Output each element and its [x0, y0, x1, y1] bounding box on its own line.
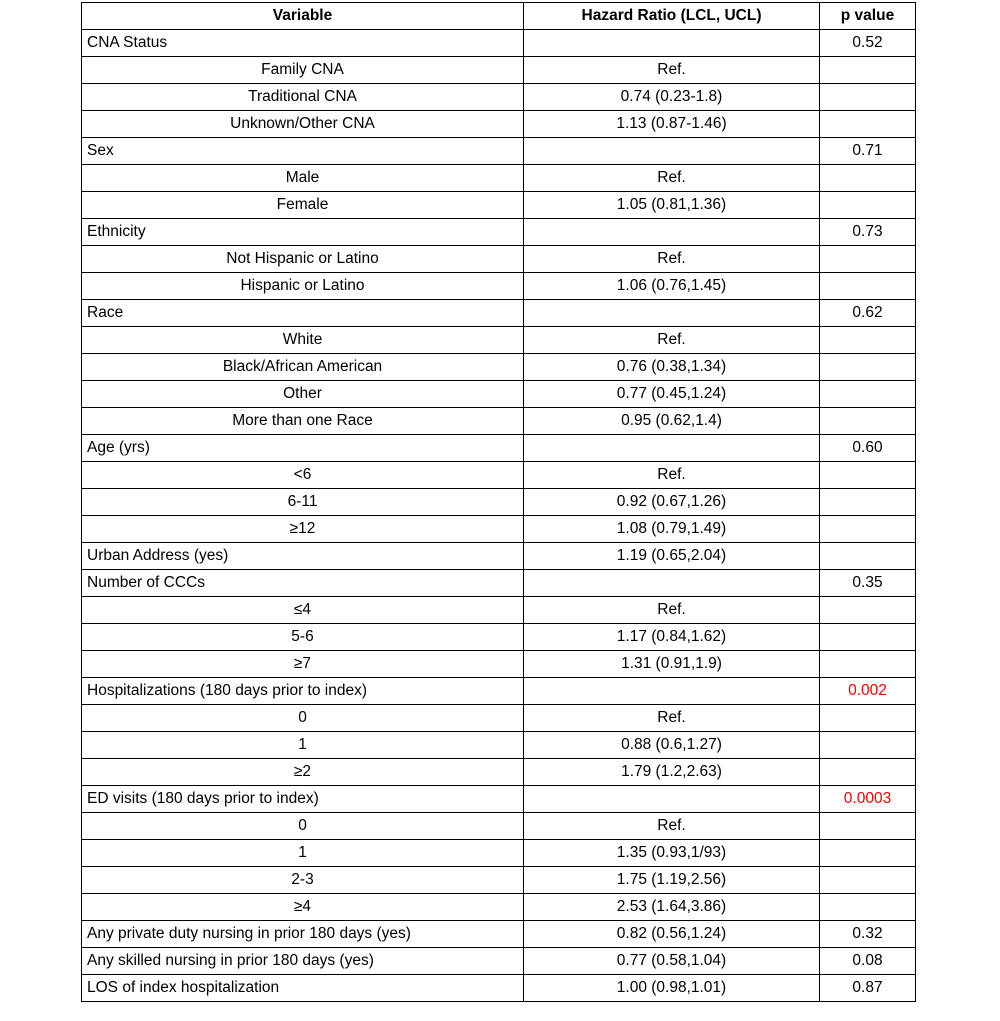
variable-cell: 6-11: [82, 489, 524, 516]
hazard-ratio-cell: 0.77 (0.58,1.04): [524, 948, 820, 975]
p-value-cell: [820, 732, 916, 759]
table-row: [82, 597, 916, 624]
p-value-cell: [820, 57, 916, 84]
hazard-ratio-cell: 0.95 (0.62,1.4): [524, 408, 820, 435]
hazard-ratio-cell: 1.35 (0.93,1/93): [524, 840, 820, 867]
table-row: [82, 948, 916, 975]
table-row: [82, 381, 916, 408]
hazard-ratio-cell: [524, 219, 820, 246]
table-row: [82, 678, 916, 705]
hazard-ratio-cell: 1.31 (0.91,1.9): [524, 651, 820, 678]
p-value-cell: 0.73: [820, 219, 916, 246]
table-row: [82, 219, 916, 246]
table-row: [82, 354, 916, 381]
hazard-ratio-cell: Ref.: [524, 327, 820, 354]
p-value-cell: [820, 867, 916, 894]
variable-cell: Race: [82, 300, 524, 327]
variable-cell: LOS of index hospitalization: [82, 975, 524, 1002]
variable-cell: Other: [82, 381, 524, 408]
variable-cell: 0: [82, 705, 524, 732]
p-value-cell: 0.62: [820, 300, 916, 327]
table-row: [82, 435, 916, 462]
p-value-cell: 0.60: [820, 435, 916, 462]
table-row: [82, 651, 916, 678]
hazard-ratio-cell: 1.00 (0.98,1.01): [524, 975, 820, 1002]
table-row: [82, 894, 916, 921]
variable-cell: Hospitalizations (180 days prior to index): [82, 678, 524, 705]
variable-cell: Female: [82, 192, 524, 219]
variable-cell: 5-6: [82, 624, 524, 651]
variable-cell: 1: [82, 840, 524, 867]
p-value-cell: [820, 813, 916, 840]
p-value-cell: [820, 651, 916, 678]
table-row: [82, 975, 916, 1002]
variable-cell: Any skilled nursing in prior 180 days (yes): [82, 948, 524, 975]
p-value-cell: [820, 489, 916, 516]
table-body: [82, 30, 916, 1002]
hazard-ratio-cell: Ref.: [524, 246, 820, 273]
hazard-ratio-cell: 0.74 (0.23-1.8): [524, 84, 820, 111]
hazard-ratio-cell: 2.53 (1.64,3.86): [524, 894, 820, 921]
variable-cell: 2-3: [82, 867, 524, 894]
p-value-cell: 0.87: [820, 975, 916, 1002]
variable-cell: Traditional CNA: [82, 84, 524, 111]
p-value-cell: 0.52: [820, 30, 916, 57]
p-value-cell: [820, 894, 916, 921]
hazard-ratio-cell: 0.76 (0.38,1.34): [524, 354, 820, 381]
table-row: [82, 705, 916, 732]
p-value-cell: [820, 246, 916, 273]
p-value-cell: [820, 408, 916, 435]
hazard-ratio-cell: 0.77 (0.45,1.24): [524, 381, 820, 408]
p-value-cell: [820, 327, 916, 354]
variable-header: Variable: [82, 3, 524, 30]
variable-cell: <6: [82, 462, 524, 489]
hazard-ratio-cell: 1.75 (1.19,2.56): [524, 867, 820, 894]
variable-cell: Black/African American: [82, 354, 524, 381]
hazard-ratio-cell: [524, 30, 820, 57]
p-value-cell: [820, 381, 916, 408]
variable-cell: Male: [82, 165, 524, 192]
p-value-header: p value: [820, 3, 916, 30]
variable-cell: ≥7: [82, 651, 524, 678]
table-row: [82, 30, 916, 57]
variable-cell: 1: [82, 732, 524, 759]
table-row: [82, 111, 916, 138]
hazard-ratio-cell: Ref.: [524, 813, 820, 840]
table-row: [82, 138, 916, 165]
table-row: [82, 921, 916, 948]
table-row: [82, 840, 916, 867]
table-row: [82, 192, 916, 219]
p-value-cell: [820, 192, 916, 219]
hazard-ratio-cell: Ref.: [524, 57, 820, 84]
header-row: [82, 3, 916, 30]
hazard-ratio-cell: [524, 300, 820, 327]
p-value-cell: [820, 273, 916, 300]
p-value-cell: 0.71: [820, 138, 916, 165]
variable-cell: Not Hispanic or Latino: [82, 246, 524, 273]
table-row: [82, 516, 916, 543]
table-row: [82, 786, 916, 813]
table-row: [82, 489, 916, 516]
variable-cell: Sex: [82, 138, 524, 165]
table-row: [82, 246, 916, 273]
table-row: [82, 732, 916, 759]
table-row: [82, 813, 916, 840]
variable-cell: CNA Status: [82, 30, 524, 57]
hazard-ratio-header: Hazard Ratio (LCL, UCL): [524, 3, 820, 30]
hazard-ratio-cell: [524, 786, 820, 813]
variable-cell: ≥2: [82, 759, 524, 786]
variable-cell: More than one Race: [82, 408, 524, 435]
table-row: [82, 543, 916, 570]
p-value-cell: [820, 705, 916, 732]
hazard-ratio-cell: 1.17 (0.84,1.62): [524, 624, 820, 651]
table-row: [82, 462, 916, 489]
hazard-ratio-table: [81, 2, 916, 1002]
significant-p-value-cell: 0.002: [820, 678, 916, 705]
table-row: [82, 165, 916, 192]
variable-cell: ED visits (180 days prior to index): [82, 786, 524, 813]
table-row: [82, 300, 916, 327]
hazard-ratio-cell: 0.92 (0.67,1.26): [524, 489, 820, 516]
p-value-cell: [820, 354, 916, 381]
variable-cell: 0: [82, 813, 524, 840]
hazard-ratio-cell: 1.06 (0.76,1.45): [524, 273, 820, 300]
p-value-cell: [820, 84, 916, 111]
p-value-cell: [820, 759, 916, 786]
p-value-cell: [820, 165, 916, 192]
hazard-ratio-cell: Ref.: [524, 597, 820, 624]
hazard-ratio-cell: [524, 435, 820, 462]
variable-cell: Hispanic or Latino: [82, 273, 524, 300]
variable-cell: Family CNA: [82, 57, 524, 84]
table-row: [82, 867, 916, 894]
table-row: [82, 84, 916, 111]
table-row: [82, 57, 916, 84]
variable-cell: ≥12: [82, 516, 524, 543]
hazard-ratio-cell: Ref.: [524, 165, 820, 192]
table-row: [82, 273, 916, 300]
hazard-ratio-cell: 1.08 (0.79,1.49): [524, 516, 820, 543]
table-row: [82, 408, 916, 435]
hazard-ratio-cell: [524, 138, 820, 165]
variable-cell: Number of CCCs: [82, 570, 524, 597]
hazard-ratio-cell: 0.88 (0.6,1.27): [524, 732, 820, 759]
hazard-ratio-cell: 0.82 (0.56,1.24): [524, 921, 820, 948]
variable-cell: Any private duty nursing in prior 180 days (yes): [82, 921, 524, 948]
table-row: [82, 759, 916, 786]
hazard-ratio-cell: Ref.: [524, 462, 820, 489]
p-value-cell: 0.35: [820, 570, 916, 597]
variable-cell: ≤4: [82, 597, 524, 624]
p-value-cell: 0.32: [820, 921, 916, 948]
hazard-ratio-cell: [524, 678, 820, 705]
table-row: [82, 624, 916, 651]
table-row: [82, 327, 916, 354]
p-value-cell: [820, 516, 916, 543]
hazard-ratio-cell: 1.79 (1.2,2.63): [524, 759, 820, 786]
hazard-ratio-cell: 1.19 (0.65,2.04): [524, 543, 820, 570]
variable-cell: ≥4: [82, 894, 524, 921]
hazard-ratio-cell: [524, 570, 820, 597]
significant-p-value-cell: 0.0003: [820, 786, 916, 813]
hazard-ratio-cell: Ref.: [524, 705, 820, 732]
p-value-cell: [820, 111, 916, 138]
hazard-ratio-cell: 1.13 (0.87-1.46): [524, 111, 820, 138]
p-value-cell: [820, 462, 916, 489]
p-value-cell: 0.08: [820, 948, 916, 975]
hazard-ratio-cell: 1.05 (0.81,1.36): [524, 192, 820, 219]
p-value-cell: [820, 543, 916, 570]
variable-cell: Urban Address (yes): [82, 543, 524, 570]
variable-cell: Ethnicity: [82, 219, 524, 246]
p-value-cell: [820, 624, 916, 651]
variable-cell: Age (yrs): [82, 435, 524, 462]
variable-cell: White: [82, 327, 524, 354]
p-value-cell: [820, 840, 916, 867]
variable-cell: Unknown/Other CNA: [82, 111, 524, 138]
table-row: [82, 570, 916, 597]
p-value-cell: [820, 597, 916, 624]
